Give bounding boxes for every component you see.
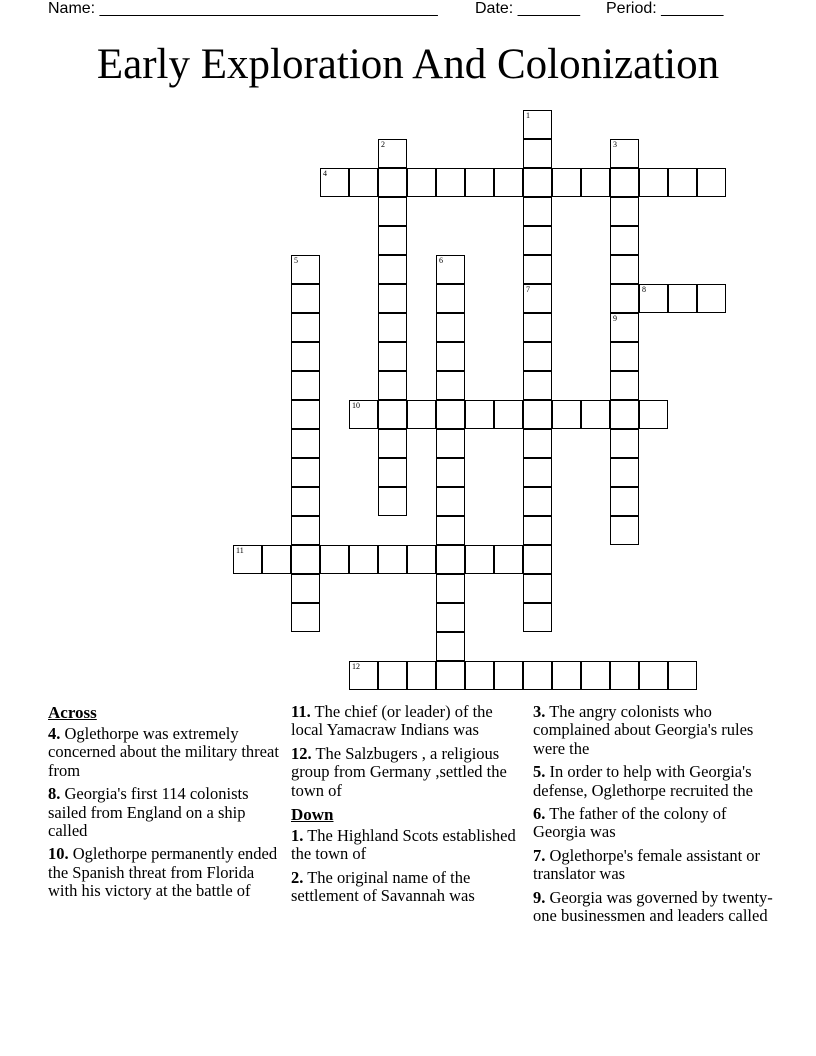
grid-cell[interactable] [523,342,552,371]
grid-cell[interactable] [668,661,697,690]
grid-cell[interactable] [407,661,436,690]
grid-cell[interactable] [610,284,639,313]
grid-cell[interactable] [378,168,407,197]
grid-cell[interactable] [668,168,697,197]
grid-cell[interactable] [465,545,494,574]
clue-across-4: 4. Oglethorpe was extremely concerned about the military threat from [48,724,279,780]
grid-cell[interactable] [291,313,320,342]
grid-cell[interactable] [378,139,407,168]
clue-down-3: 3. The angry colonists who complained about Georgia's rules were the [533,702,754,758]
grid-cell[interactable] [349,168,378,197]
name-field[interactable]: Name: ______________________________________ [48,0,438,17]
grid-cell[interactable] [610,197,639,226]
grid-cell[interactable] [436,371,465,400]
grid-cell[interactable] [610,226,639,255]
grid-cell[interactable] [291,284,320,313]
grid-cell[interactable] [494,168,523,197]
grid-cell[interactable] [436,429,465,458]
grid-cell[interactable] [639,400,668,429]
grid-cell[interactable] [291,603,320,632]
grid-cell[interactable] [610,371,639,400]
clue-column-1 [48,703,280,906]
grid-cell[interactable] [436,516,465,545]
clue-down-1: 1. The Highland Scots established the town of [291,826,516,864]
clue-number: 11 [236,546,244,555]
grid-cell[interactable] [552,168,581,197]
grid-cell[interactable] [436,632,465,661]
grid-cell[interactable] [552,661,581,690]
down-heading: Down [291,805,334,825]
grid-cell[interactable] [523,516,552,545]
grid-cell[interactable] [610,487,639,516]
clue-down-2: 2. The original name of the settlement of Savannah was [291,867,475,906]
grid-cell[interactable] [378,226,407,255]
clue-across-11: 11. The chief (or leader) of the local Yamacraw Indians was [291,702,493,740]
grid-cell[interactable] [465,168,494,197]
grid-cell[interactable] [523,313,552,342]
grid-cell[interactable] [436,574,465,603]
grid-cell[interactable] [523,545,552,574]
grid-cell[interactable] [523,110,552,139]
grid-cell[interactable] [378,255,407,284]
grid-cell[interactable] [349,661,378,690]
grid-cell[interactable] [407,168,436,197]
grid-cell[interactable] [610,429,639,458]
grid-cell[interactable] [639,661,668,690]
grid-cell[interactable] [697,168,726,197]
grid-cell[interactable] [436,661,465,690]
grid-cell[interactable] [378,284,407,313]
grid-cell[interactable] [320,545,349,574]
grid-cell[interactable] [668,284,697,313]
grid-cell[interactable] [465,661,494,690]
clue-number: 5 [294,256,298,265]
grid-cell[interactable] [378,545,407,574]
clue-number: 2 [381,140,385,149]
grid-cell[interactable] [523,168,552,197]
grid-cell[interactable] [436,458,465,487]
grid-cell[interactable] [378,197,407,226]
grid-cell[interactable] [610,661,639,690]
clue-down-7: 7. Oglethorpe's female assistant or translator was [533,845,761,884]
grid-cell[interactable] [639,284,668,313]
grid-cell[interactable] [523,226,552,255]
grid-cell[interactable] [378,458,407,487]
clue-column-2 [291,703,523,911]
grid-cell[interactable] [378,429,407,458]
clue-number: 3 [613,140,617,149]
grid-cell[interactable] [436,603,465,632]
grid-cell[interactable] [436,255,465,284]
grid-cell[interactable] [610,255,639,284]
grid-cell[interactable] [291,487,320,516]
grid-cell[interactable] [552,400,581,429]
grid-cell[interactable] [349,400,378,429]
grid-cell[interactable] [523,139,552,168]
grid-cell[interactable] [523,574,552,603]
grid-cell[interactable] [610,516,639,545]
grid-cell[interactable] [523,284,552,313]
grid-cell[interactable] [523,661,552,690]
grid-cell[interactable] [262,545,291,574]
grid-cell[interactable] [291,400,320,429]
grid-cell[interactable] [523,487,552,516]
grid-cell[interactable] [378,400,407,429]
grid-cell[interactable] [523,255,552,284]
grid-cell[interactable] [407,545,436,574]
grid-cell[interactable] [436,487,465,516]
grid-cell[interactable] [233,545,262,574]
puzzle-title: Early Exploration And Colonization [96,41,720,88]
grid-cell[interactable] [436,342,465,371]
grid-cell[interactable] [581,661,610,690]
grid-cell[interactable] [610,139,639,168]
grid-cell[interactable] [494,400,523,429]
grid-cell[interactable] [291,516,320,545]
grid-cell[interactable] [291,545,320,574]
grid-cell[interactable] [291,574,320,603]
grid-cell[interactable] [610,168,639,197]
grid-cell[interactable] [581,168,610,197]
grid-cell[interactable] [291,342,320,371]
grid-cell[interactable] [610,342,639,371]
grid-cell[interactable] [523,400,552,429]
grid-cell[interactable] [610,400,639,429]
grid-cell[interactable] [465,400,494,429]
grid-cell[interactable] [697,284,726,313]
period-field[interactable]: Period: _______ [606,0,724,17]
clue-across-12: 12. The Salzbugers , a religious group from Germany ,settled the town of [291,743,507,800]
grid-cell[interactable] [494,545,523,574]
grid-cell[interactable] [436,400,465,429]
grid-cell[interactable] [436,313,465,342]
clue-across-10: 10. Oglethorpe permanently ended the Spanish threat from Florida with his victory at the battle of [48,844,278,901]
grid-cell[interactable] [436,545,465,574]
grid-cell[interactable] [610,458,639,487]
grid-cell[interactable] [378,371,407,400]
across-heading: Across [48,703,97,722]
grid-cell[interactable] [378,661,407,690]
grid-cell[interactable] [494,661,523,690]
grid-cell[interactable] [523,429,552,458]
grid-cell[interactable] [407,400,436,429]
grid-cell[interactable] [523,371,552,400]
grid-cell[interactable] [436,284,465,313]
clue-number: 8 [642,285,646,294]
grid-cell[interactable] [291,255,320,284]
clue-down-5: 5. In order to help with Georgia's defense, Oglethorpe recruited the [533,762,753,800]
clue-number: 1 [526,111,530,120]
clue-column-3 [533,703,773,930]
grid-cell[interactable] [349,545,378,574]
grid-cell[interactable] [581,400,610,429]
clue-number: 4 [323,169,327,178]
grid-cell[interactable] [610,313,639,342]
clue-down-9: 9. Georgia was governed by twenty-one businessmen and leaders called [533,887,773,926]
clue-number: 6 [439,256,443,265]
grid-cell[interactable] [378,487,407,516]
date-field[interactable]: Date: _______ [475,0,580,17]
grid-cell[interactable] [639,168,668,197]
grid-cell[interactable] [291,429,320,458]
grid-cell[interactable] [320,168,349,197]
grid-cell[interactable] [523,603,552,632]
grid-cell[interactable] [291,458,320,487]
clue-number: 12 [352,662,360,671]
grid-cell[interactable] [436,168,465,197]
clue-number: 7 [526,285,530,294]
grid-cell[interactable] [523,458,552,487]
clue-number: 9 [613,314,617,323]
grid-cell[interactable] [291,371,320,400]
grid-cell[interactable] [523,197,552,226]
grid-cell[interactable] [378,313,407,342]
clue-across-8: 8. Georgia's first 114 colonists sailed from England on a ship called [48,784,249,841]
grid-cell[interactable] [378,342,407,371]
clue-number: 10 [352,401,360,410]
clue-down-6: 6. The father of the colony of Georgia was [533,804,727,842]
